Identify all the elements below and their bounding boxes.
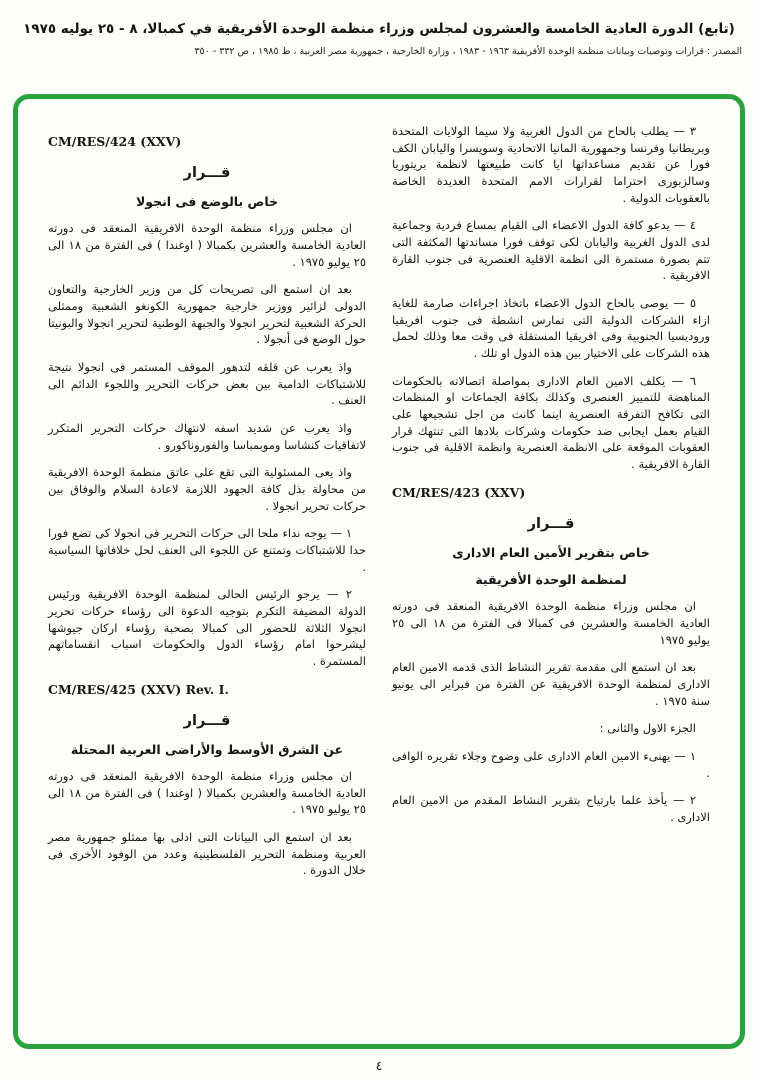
left-col-para-15: بعد ان استمع الى البيانات التى ادلى بها ممثلو جمهورية مصر العربية ومنظمة التحرير الفلسطينية وعدد من الوفود الأخرى فى خلال الدورة . — [48, 830, 366, 878]
right-col-para-13: ٢ — يأخذ علما بارتياح بتقرير النشاط المقدم من الامين العام الادارى . — [392, 793, 710, 824]
left-col-para-10: ٢ — يرجو الرئيس الحالى لمنظمة الوحدة الافريقية ورئيس الدولة المضيفة التكرم بتوجيه الدعوة الى رؤساء حركات تحرير انجولا الثلاثة للحضور الى كمبالا بصحبة رؤساء اركان جيوشها ليشرحوا امام رؤساء الدول والحكومات اسباب انقساماتهم المستمرة . — [48, 587, 366, 669]
text-columns — [18, 99, 740, 1044]
right-col-para-10: بعد ان استمع الى مقدمة تقرير النشاط الذى قدمه الامين العام الادارى لمنظمة الوحدة الافريقية عن الفترة من فبراير الى يونيو سنة ١٩٧٥ . — [392, 660, 710, 708]
left-col-title-12: قـــرار — [183, 712, 231, 729]
left-col-para-5: بعد ان استمع الى تصريحات كل من وزير الخارجية والتعاون الدولى لزائير ووزير خارجية جمهورية الكونغو الشعبية وممثلى الحركة الشعبية لتحرير انجولا والجبهة الوطنية لتحرير انجولا والبونيتا حول الوضع فى أنجولا . — [48, 282, 366, 347]
left-col-para-4: ان مجلس وزراء منظمة الوحدة الافريقية المنعقد فى دورته العادية الخامسة والعشرين بكمبالا ( اوغندا ) فى الفترة من ١٨ الى ٢٥ يوليو ١٩٧٥ . — [48, 221, 366, 269]
right-col-para-3: ٥ — يوصى بالحاح الدول الاعضاء باتخاذ اجراءات صارمة للغاية ازاء الشركات الدولية التى تمارس انشطة فى جنوب افريقيا وروديسيا الجنوبية وفى افريقيا المستقلة فى وقت معا وذلك لحمل هذه الشركات على الاختيار بين هذه الدول او تلك . — [392, 296, 710, 361]
left-col-para-14: ان مجلس وزراء منظمة الوحدة الافريقية المنعقد فى دورته العادية الخامسة والعشرين بكمبالا ( اوغندا ) فى الفترة من ١٨ الى ٢٥ يوليو ١٩٧٥ . — [48, 768, 366, 817]
green-frame — [13, 94, 745, 1049]
document-header — [0, 0, 758, 57]
right-col-para-9: ان مجلس وزراء منظمة الوحدة الافريقية المنعقد فى دورته العادية الخامسة والعشرين فى كمبالا فى الفترة من ١٨ الى ٢٥ يوليو ١٩٧٥ — [392, 599, 710, 647]
right-col-title-6: قـــرار — [527, 515, 575, 532]
right-col-para-12: ١ — يهنىء الامين العام الادارى على وضوح وجلاء تقريره الوافى . — [392, 748, 710, 780]
left-col-title-2: قـــرار — [183, 165, 231, 182]
left-column — [48, 123, 366, 1034]
document-source-line: المصدر : قرارات وتوصيات وبيانات منظمة الوحدة الأفريقية ١٩٦٣ - ١٩٨٣ ، وزارة الخارجية ، جمهورية مصر العربية ، ط ١٩٨٥ ، ص ٣٣٢ - ٣٥٠ — [194, 45, 742, 57]
right-col-subtitle-8: لمنظمة الوحدة الأفريقية — [475, 572, 627, 588]
right-col-para-4: ٦ — يكلف الامين العام الادارى بمواصلة اتصالاته بالحكومات المناهضة للتمييز العنصرى وكذلك بكافة الجماعات او المنظمات التى تكافح التفرقة العنصرية اينما كانت من اجل تشجيعها على القيام بعمل ايجابى ضد حكومات وشركات بلادها التى تنتهك قرار العقوبات الموقعة على الانظمة العنصرية وانظمة الاقلية فى جنوب القارة الافريقية . — [392, 373, 710, 472]
right-col-para-11: الجزء الاول والثانى : — [599, 721, 696, 736]
document-header-title: (تابع) الدورة العادية الخامسة والعشرون لمجلس وزراء منظمة الوحدة الأفريقية في كمبالا، ٨ - ٢٥ يوليه ١٩٧٥ — [23, 21, 735, 37]
left-col-ref-11: CM/RES/425 (XXV) Rev. I. — [48, 681, 229, 697]
right-col-subtitle-7: خاص بتقرير الأمين العام الادارى — [452, 544, 650, 560]
right-column — [392, 123, 710, 1034]
right-col-ref-5: CM/RES/423 (XXV) — [392, 484, 526, 500]
page-number: ٤ — [375, 1058, 383, 1073]
left-col-subtitle-3: خاص بالوضع فى انجولا — [135, 194, 279, 210]
right-col-para-2: ٤ — يدعو كافة الدول الاعضاء الى القيام بمساع فردية وجماعية لدى الدول الغربية واليابان لكى توقف فورا مساندتها المكثفة التى تتم بصورة مستمرة الى انظمة الاقلية العنصرية فى جنوب القارة الافريقية . — [392, 218, 710, 283]
left-col-para-8: واذ يعى المسئولية التى تقع على عاتق منظمة الوحدة الافريقية من محاولة بذل كافة الجهود اللازمة لاعادة السلام والوفاق بين حركات تحرير انجولا . — [48, 465, 366, 513]
right-col-para-1: ٣ — يطلب بالحاح من الدول الغربية ولا سيما الولايات المتحدة وبريطانيا وفرنسا وجمهورية المانيا الاتحادية وسويسرا واليابان الكف فورا عن تقديم مساعداتها ايا كانت طبيعتها لانظمة بريتوريا وسالزبورى احتراما لقرارات الامم المتحدة العديدة الخاصة بالعقوبات الدولية . — [392, 124, 710, 205]
left-col-subtitle-13: عن الشرق الأوسط والأراضى العربية المحتلة — [70, 741, 344, 757]
left-col-para-9: ١ — يوجه نداء ملحا الى حركات التحرير فى انجولا كى تضع فورا حدا للاشتباكات وتمتنع عن اللجوء الى العنف لحل خلافاتها السياسية . — [48, 526, 366, 574]
left-col-ref-1: CM/RES/424 (XXV) — [48, 134, 182, 149]
left-col-para-6: واذ يعرب عن قلقه لتدهور الموقف المستمر فى انجولا نتيجة للاشتباكات الدامية بين بعض حركات التحرير واللجوء الدائم الى العنف . — [48, 359, 366, 408]
left-col-para-7: واذ يعرب عن شديد اسفه لانتهاك حركات التحرير المتكرر لاتفاقيات كنشاسا وموبمباسا والفوروناكورو . — [48, 420, 366, 452]
